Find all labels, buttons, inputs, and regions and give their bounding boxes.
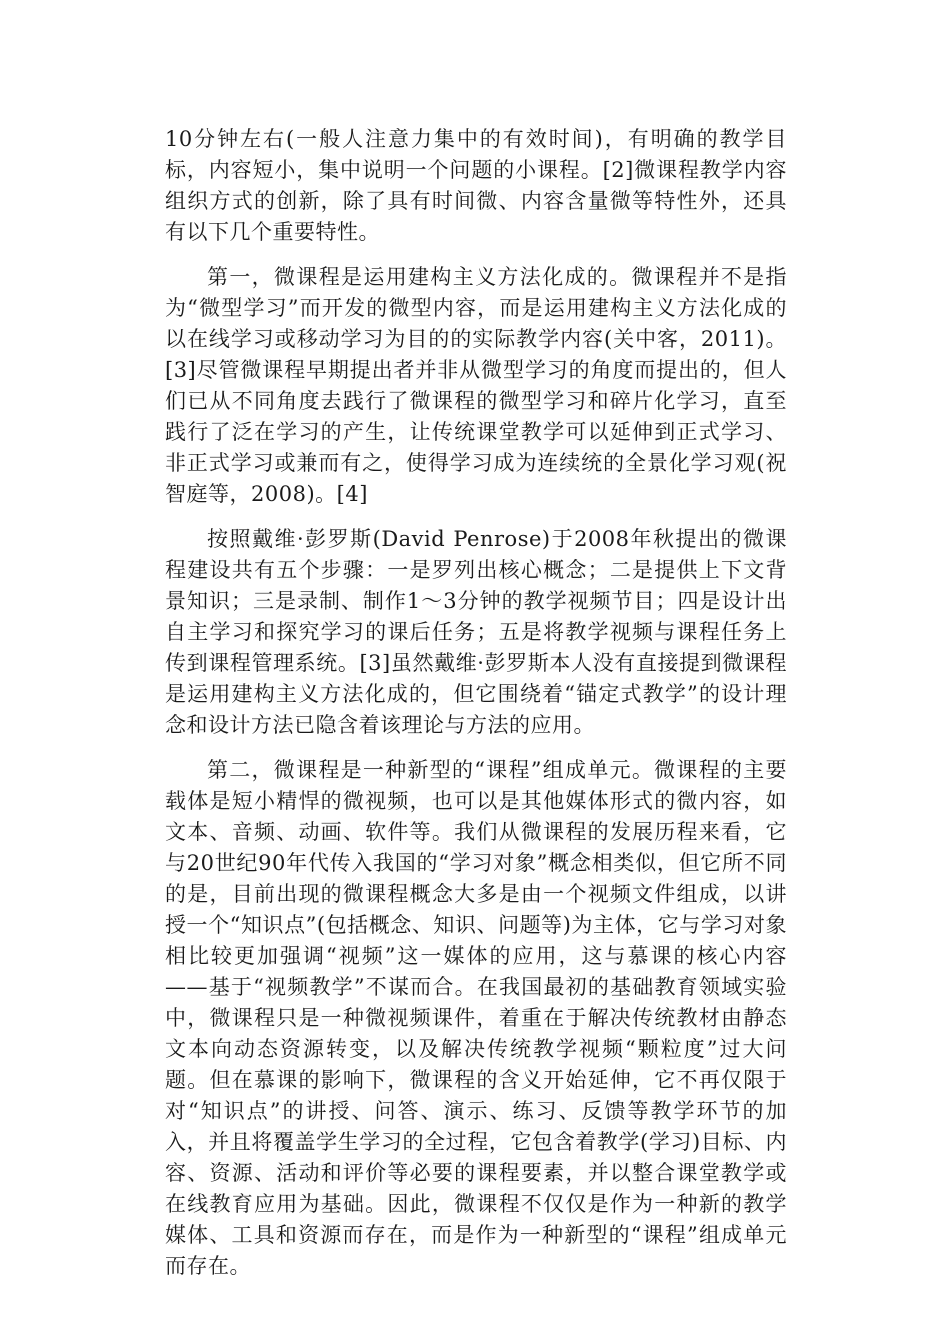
paragraph-1: 10分钟左右(一般人注意力集中的有效时间)，有明确的教学目标，内容短小，集中说明一个问题的小课程。[2]微课程教学内容组织方式的创新，除了具有时间微、内容含量微等特性外，还具有以下几个重要特性。 [165,127,787,244]
paragraph-4: 第二，微课程是一种新型的“课程”组成单元。微课程的主要载体是短小精悍的微视频，也可以是其他媒体形式的微内容，如文本、音频、动画、软件等。我们从微课程的发展历程来看，它与20世纪90年代传入我国的“学习对象”概念相类似，但它所不同的是，目前出现的微课程概念大多是由一个视频文件组成，以讲授一个“知识点”(包括概念、知识、问题等)为主体，它与学习对象相比较更加强调“视频”这一媒体的应用，这与慕课的核心内容——基于“视频教学”不谋而合。在我国最初的基础教育领域实验中，微课程只是一种微视频课件，着重在于解决传统教材由静态文本向动态资源转变，以及解决传统教学视频“颗粒度”过大问题。但在慕课的影响下，微课程的含义开始延伸，它不再仅限于对“知识点”的讲授、问答、演示、练习、反馈等教学环节的加入，并且将覆盖学生学习的全过程，它包含着教学(学习)目标、内容、资源、活动和评价等必要的课程要素，并以整合课堂教学或在线教育应用为基础。因此，微课程不仅仅是作为一种新的教学媒体、工具和资源而存在，而是作为一种新型的“课程”组成单元而存在。 [165,758,787,1278]
paragraph-2: 第一，微课程是运用建构主义方法化成的。微课程并不是指为“微型学习”而开发的微型内容，而是运用建构主义方法化成的以在线学习或移动学习为目的的实际教学内容(关中客，2011)。[3]尽管微课程早期提出者并非从微型学习的角度而提出的，但人们已从不同角度去践行了微课程的微型学习和碎片化学习，直至践行了泛在学习的产生，让传统课堂教学可以延伸到正式学习、非正式学习或兼而有之，使得学习成为连续统的全景化学习观(祝智庭等，2008)。[4] [165,265,787,506]
paragraph-3: 按照戴维·彭罗斯(David Penrose)于2008年秋提出的微课程建设共有五个步骤：一是罗列出核心概念；二是提供上下文背景知识；三是录制、制作1～3分钟的教学视频节目；四是设计出自主学习和探究学习的课后任务；五是将教学视频与课程任务上传到课程管理系统。[3]虽然戴维·彭罗斯本人没有直接提到微课程是运用建构主义方法化成的，但它围绕着“锚定式教学”的设计理念和设计方法已隐含着该理论与方法的应用。 [165,527,787,737]
document-body [165,124,787,1296]
